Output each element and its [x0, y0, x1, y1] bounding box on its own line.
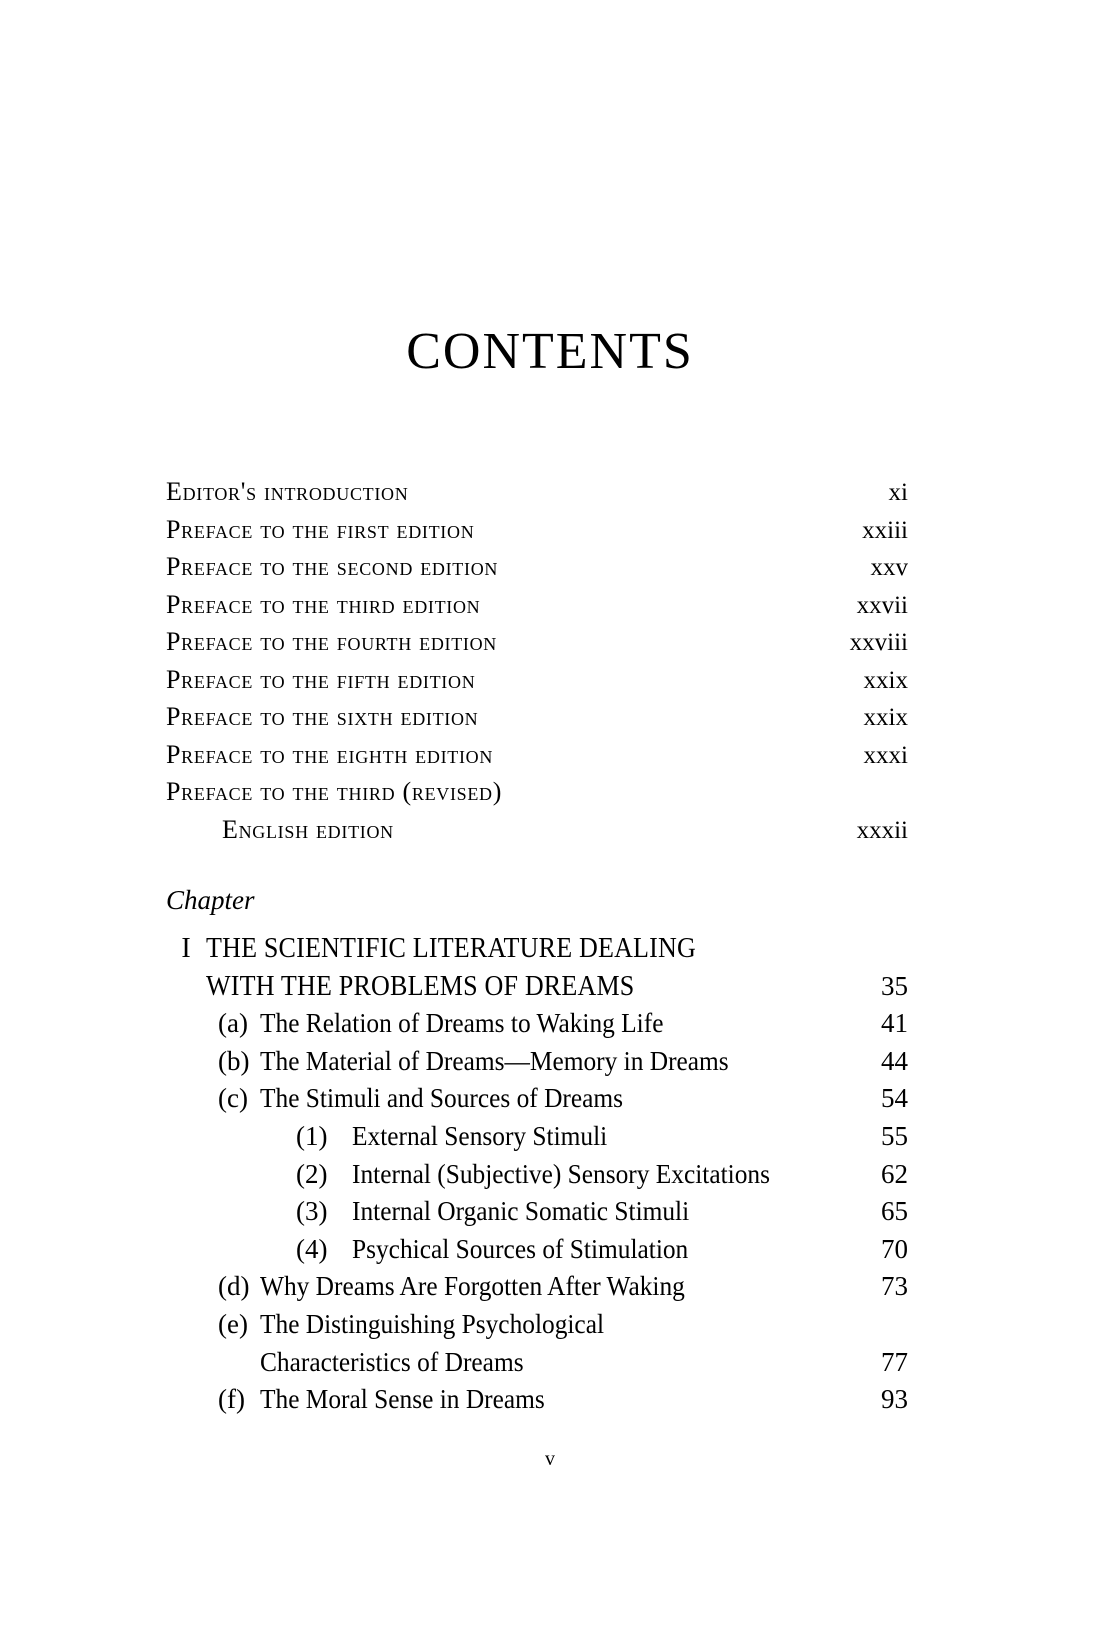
subsection-entry[interactable] — [166, 1121, 908, 1159]
chapter-entry-title-line[interactable] — [166, 971, 908, 1009]
frontmatter-entry[interactable] — [166, 515, 908, 553]
frontmatter-entry-page: xxv — [870, 554, 908, 581]
frontmatter-entry-label: Preface to the fifth edition — [166, 664, 476, 694]
subsection-title: Internal Organic Somatic Stimuli — [352, 1196, 690, 1227]
frontmatter-entry-label: Preface to the eighth edition — [166, 739, 494, 769]
section-title: The Stimuli and Sources of Dreams — [260, 1083, 624, 1114]
chapter-column-caption: Chapter — [166, 885, 255, 915]
section-marker: (b) — [218, 1045, 250, 1076]
section-entry[interactable] — [166, 1008, 908, 1046]
subsection-title: Internal (Subjective) Sensory Excitations — [352, 1158, 770, 1189]
frontmatter-entry-page: xxix — [863, 704, 908, 731]
frontmatter-entry-label: Preface to the fourth edition — [166, 627, 498, 656]
section-page: 41 — [881, 1008, 908, 1039]
section-page: 73 — [881, 1271, 908, 1302]
section-title: The Distinguishing Psychological — [260, 1308, 605, 1339]
section-page: 77 — [881, 1346, 908, 1377]
frontmatter-entry-continuation[interactable] — [166, 815, 908, 853]
chapter-entry-title-line[interactable] — [166, 933, 908, 971]
section-marker: (d) — [218, 1271, 250, 1302]
section-title: Characteristics of Dreams — [260, 1346, 524, 1377]
subsection-title: External Sensory Stimuli — [352, 1120, 608, 1151]
frontmatter-entry[interactable] — [166, 740, 908, 778]
frontmatter-entry[interactable] — [166, 627, 908, 665]
frontmatter-entry-page: xxix — [863, 666, 908, 694]
section-marker: (c) — [218, 1083, 248, 1114]
frontmatter-entry-label: English edition — [222, 814, 394, 844]
section-entry[interactable] — [166, 1309, 908, 1347]
subsection-page: 55 — [881, 1120, 908, 1151]
subsection-entry[interactable] — [166, 1234, 908, 1272]
frontmatter-entry-page: xxxii — [856, 816, 908, 844]
section-title: The Relation of Dreams to Waking Life — [260, 1008, 664, 1039]
chapter-numeral: I — [181, 933, 191, 964]
frontmatter-entry-label: Preface to the first edition — [166, 514, 475, 544]
frontmatter-entry[interactable] — [166, 665, 908, 703]
frontmatter-entry-page: xxviii — [849, 629, 908, 656]
subsection-marker: (1) — [296, 1120, 328, 1151]
section-title: The Moral Sense in Dreams — [260, 1384, 545, 1415]
frontmatter-entry[interactable] — [166, 702, 908, 740]
section-entry[interactable] — [166, 1046, 908, 1084]
subsection-entry[interactable] — [166, 1159, 908, 1197]
subsection-marker: (3) — [296, 1196, 328, 1227]
frontmatter-entry-page: xi — [888, 479, 908, 506]
section-page: 93 — [881, 1384, 908, 1415]
frontmatter-entry-page: xxxi — [863, 741, 908, 769]
page-title: CONTENTS — [406, 323, 694, 380]
subsection-page: 70 — [881, 1233, 908, 1264]
section-page: 54 — [881, 1083, 908, 1114]
frontmatter-entry[interactable] — [166, 590, 908, 628]
frontmatter-entry[interactable] — [166, 777, 908, 815]
section-marker: (e) — [218, 1308, 248, 1339]
chapter-title-line-2: WITH THE PROBLEMS OF DREAMS — [206, 970, 635, 1002]
frontmatter-entry-page: xxvii — [856, 591, 908, 619]
chapter-title-line-1: THE SCIENTIFIC LITERATURE DEALING — [206, 933, 696, 964]
frontmatter-entry-label: Preface to the sixth edition — [166, 702, 479, 731]
frontmatter-entry-label: Editor's introduction — [166, 477, 409, 506]
section-marker: (f) — [218, 1384, 245, 1415]
section-entry[interactable] — [166, 1083, 908, 1121]
frontmatter-entry-label: Preface to the third (revised) — [166, 777, 503, 806]
subsection-marker: (4) — [296, 1233, 328, 1264]
subsection-page: 62 — [881, 1158, 908, 1189]
chapter-page: 35 — [881, 970, 908, 1001]
section-entry[interactable] — [166, 1384, 908, 1422]
section-entry-continuation[interactable] — [166, 1347, 908, 1385]
chapter-list — [166, 933, 908, 1422]
frontmatter-entry-page: xxiii — [862, 516, 908, 544]
subsection-page: 65 — [881, 1196, 908, 1227]
frontmatter-entry-label: Preface to the third edition — [166, 589, 481, 619]
frontmatter-list — [166, 477, 908, 852]
subsection-title: Psychical Sources of Stimulation — [352, 1233, 689, 1264]
frontmatter-entry-label: Preface to the second edition — [166, 552, 499, 581]
subsection-marker: (2) — [296, 1158, 328, 1189]
section-title: Why Dreams Are Forgotten After Waking — [260, 1271, 685, 1302]
section-marker: (a) — [218, 1008, 248, 1039]
section-entry[interactable] — [166, 1271, 908, 1309]
page-folio: v — [545, 1448, 555, 1470]
subsection-entry[interactable] — [166, 1196, 908, 1234]
section-title: The Material of Dreams—Memory in Dreams — [260, 1045, 729, 1076]
frontmatter-entry[interactable] — [166, 477, 908, 515]
frontmatter-entry[interactable] — [166, 552, 908, 590]
section-page: 44 — [881, 1045, 908, 1076]
